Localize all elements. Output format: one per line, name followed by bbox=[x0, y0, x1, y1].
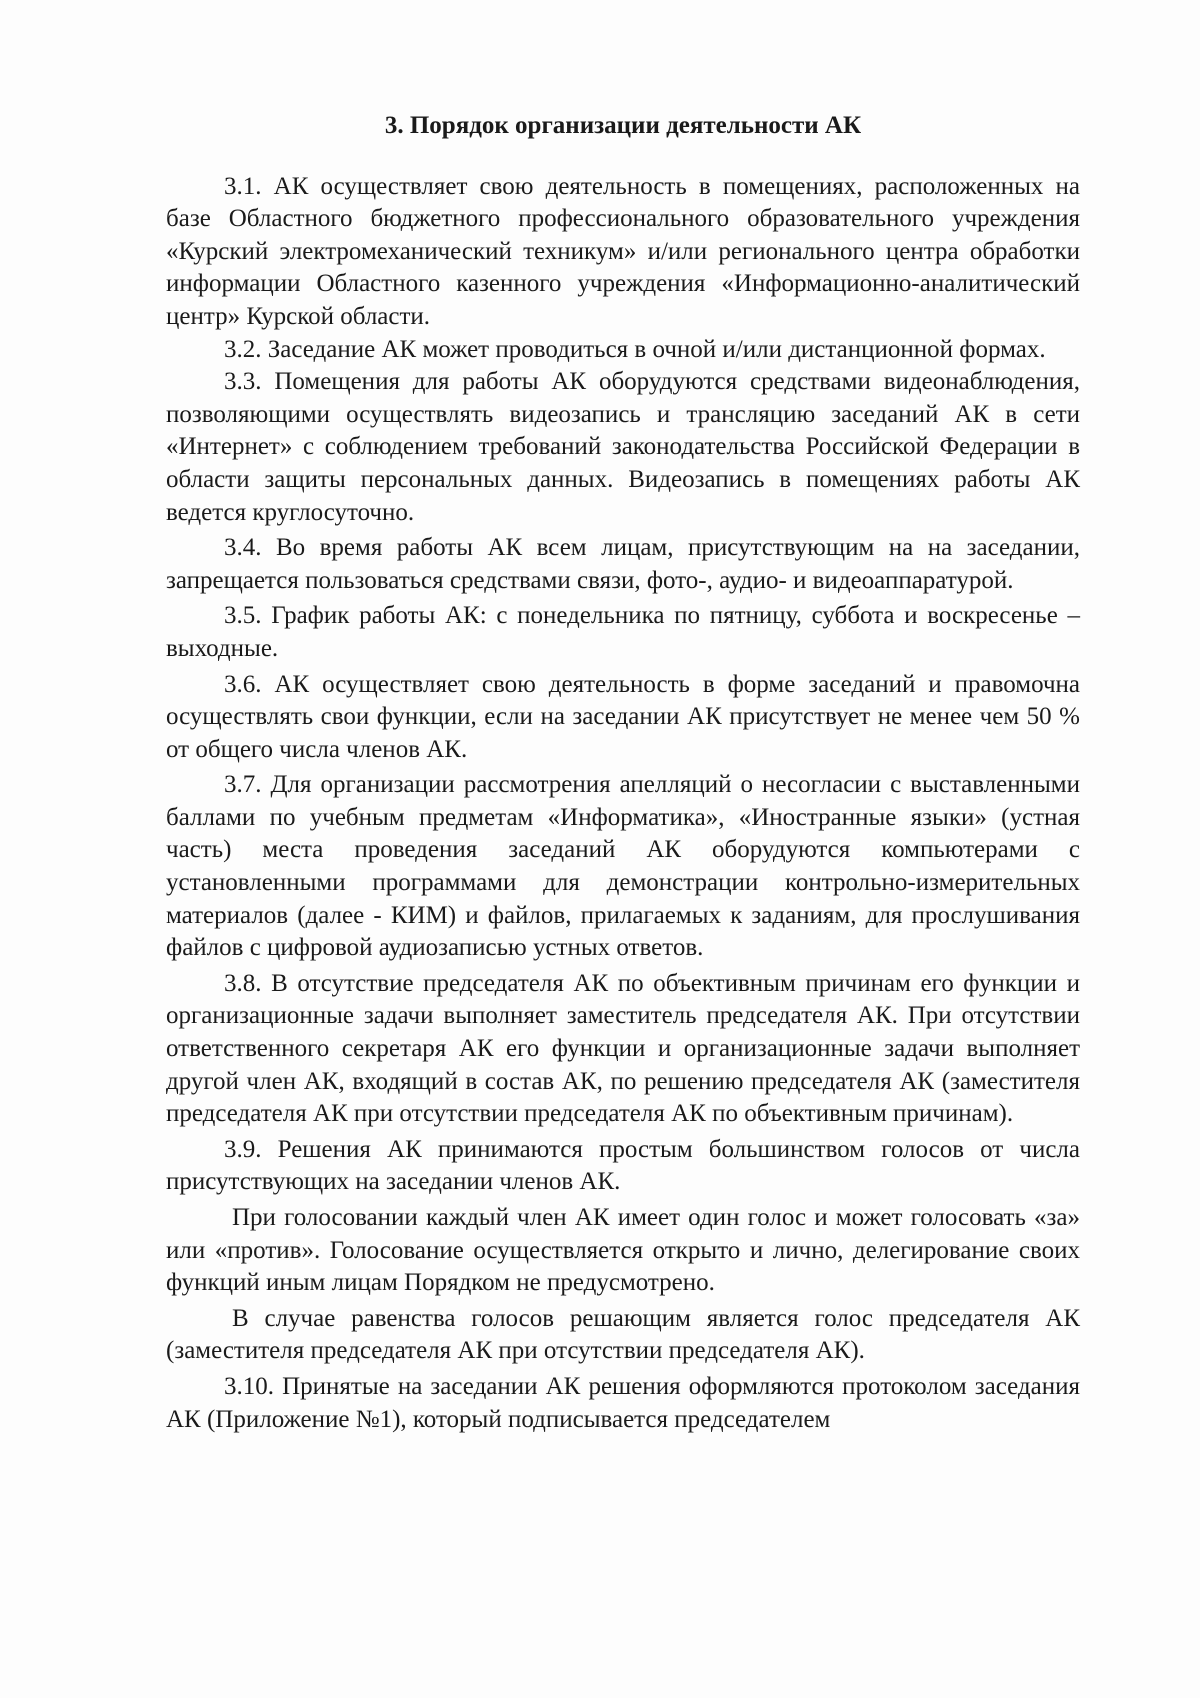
paragraph-3-8: 3.8. В отсутствие председателя АК по объективным причинам его функции и организационные задачи выполняет заместитель председателя АК. При отсутствии ответственного секретаря АК его функции и организационные задачи выполняет другой член АК, входящий в состав АК, по решению председателя АК (заместителя председателя АК при отсутствии председателя АК по объективным причинам). bbox=[166, 969, 1080, 1128]
paragraph-3-9: 3.9. Решения АК принимаются простым большинством голосов от числа присутствующих на заседании членов АК. bbox=[166, 1135, 1080, 1196]
paragraph-3-10: 3.10. Принятые на заседании АК решения оформляются протоколом заседания АК (Приложение №1), который подписывается председателем bbox=[166, 1372, 1080, 1433]
paragraph-voting: При голосовании каждый член АК имеет один голос и может голосовать «за» или «против». Голосование осуществляется открыто и лично, делегирование своих функций иным лицам Порядком не предусмотрено. bbox=[166, 1204, 1080, 1297]
paragraph-3-2: 3.2. Заседание АК может проводиться в очной и/или дистанционной формах. bbox=[224, 335, 1046, 363]
paragraph-tie-vote: В случае равенства голосов решающим является голос председателя АК (заместителя председателя АК при отсутствии председателя АК). bbox=[166, 1304, 1080, 1365]
paragraph-3-6: 3.6. АК осуществляет свою деятельность в форме заседаний и правомочна осуществлять свои функции, если на заседании АК присутствует не менее чем 50 % от общего числа членов АК. bbox=[166, 670, 1080, 763]
paragraph-3-3: 3.3. Помещения для работы АК оборудуются средствами видеонаблюдения, позволяющими осуществлять видеозапись и трансляцию заседаний АК в сети «Интернет» с соблюдением требований законодательства Российской Федерации в области защиты персональных данных. Видеозапись в помещениях работы АК ведется круглосуточно. bbox=[166, 368, 1080, 526]
document-body bbox=[166, 110, 1080, 1436]
section-heading: 3. Порядок организации деятельности АК bbox=[384, 112, 862, 139]
paragraph-3-1: 3.1. АК осуществляет свою деятельность в помещениях, расположенных на базе Областного бюджетного профессионального образовательного учреждения «Курский электромеханический техникум» и/или регионального центра обработки информации Областного казенного учреждения «Информационно-аналитический центр» Курской области. bbox=[166, 172, 1080, 330]
paragraph-3-7: 3.7. Для организации рассмотрения апелляций о несогласии с выставленными баллами по учебным предметам «Информатика», «Иностранные языки» (устная часть) места проведения заседаний АК оборудуются компьютерами с установленными программами для демонстрации контрольно-измерительных материалов (далее - КИМ) и файлов, прилагаемых к заданиям, для прослушивания файлов с цифровой аудиозаписью устных ответов. bbox=[166, 771, 1080, 962]
paragraph-3-4: 3.4. Во время работы АК всем лицам, присутствующим на на заседании, запрещается пользоваться средствами связи, фото-, аудио- и видеоаппаратурой. bbox=[166, 534, 1080, 594]
paragraph-3-5: 3.5. График работы АК: с понедельника по пятницу, суббота и воскресенье – выходные. bbox=[166, 602, 1080, 662]
